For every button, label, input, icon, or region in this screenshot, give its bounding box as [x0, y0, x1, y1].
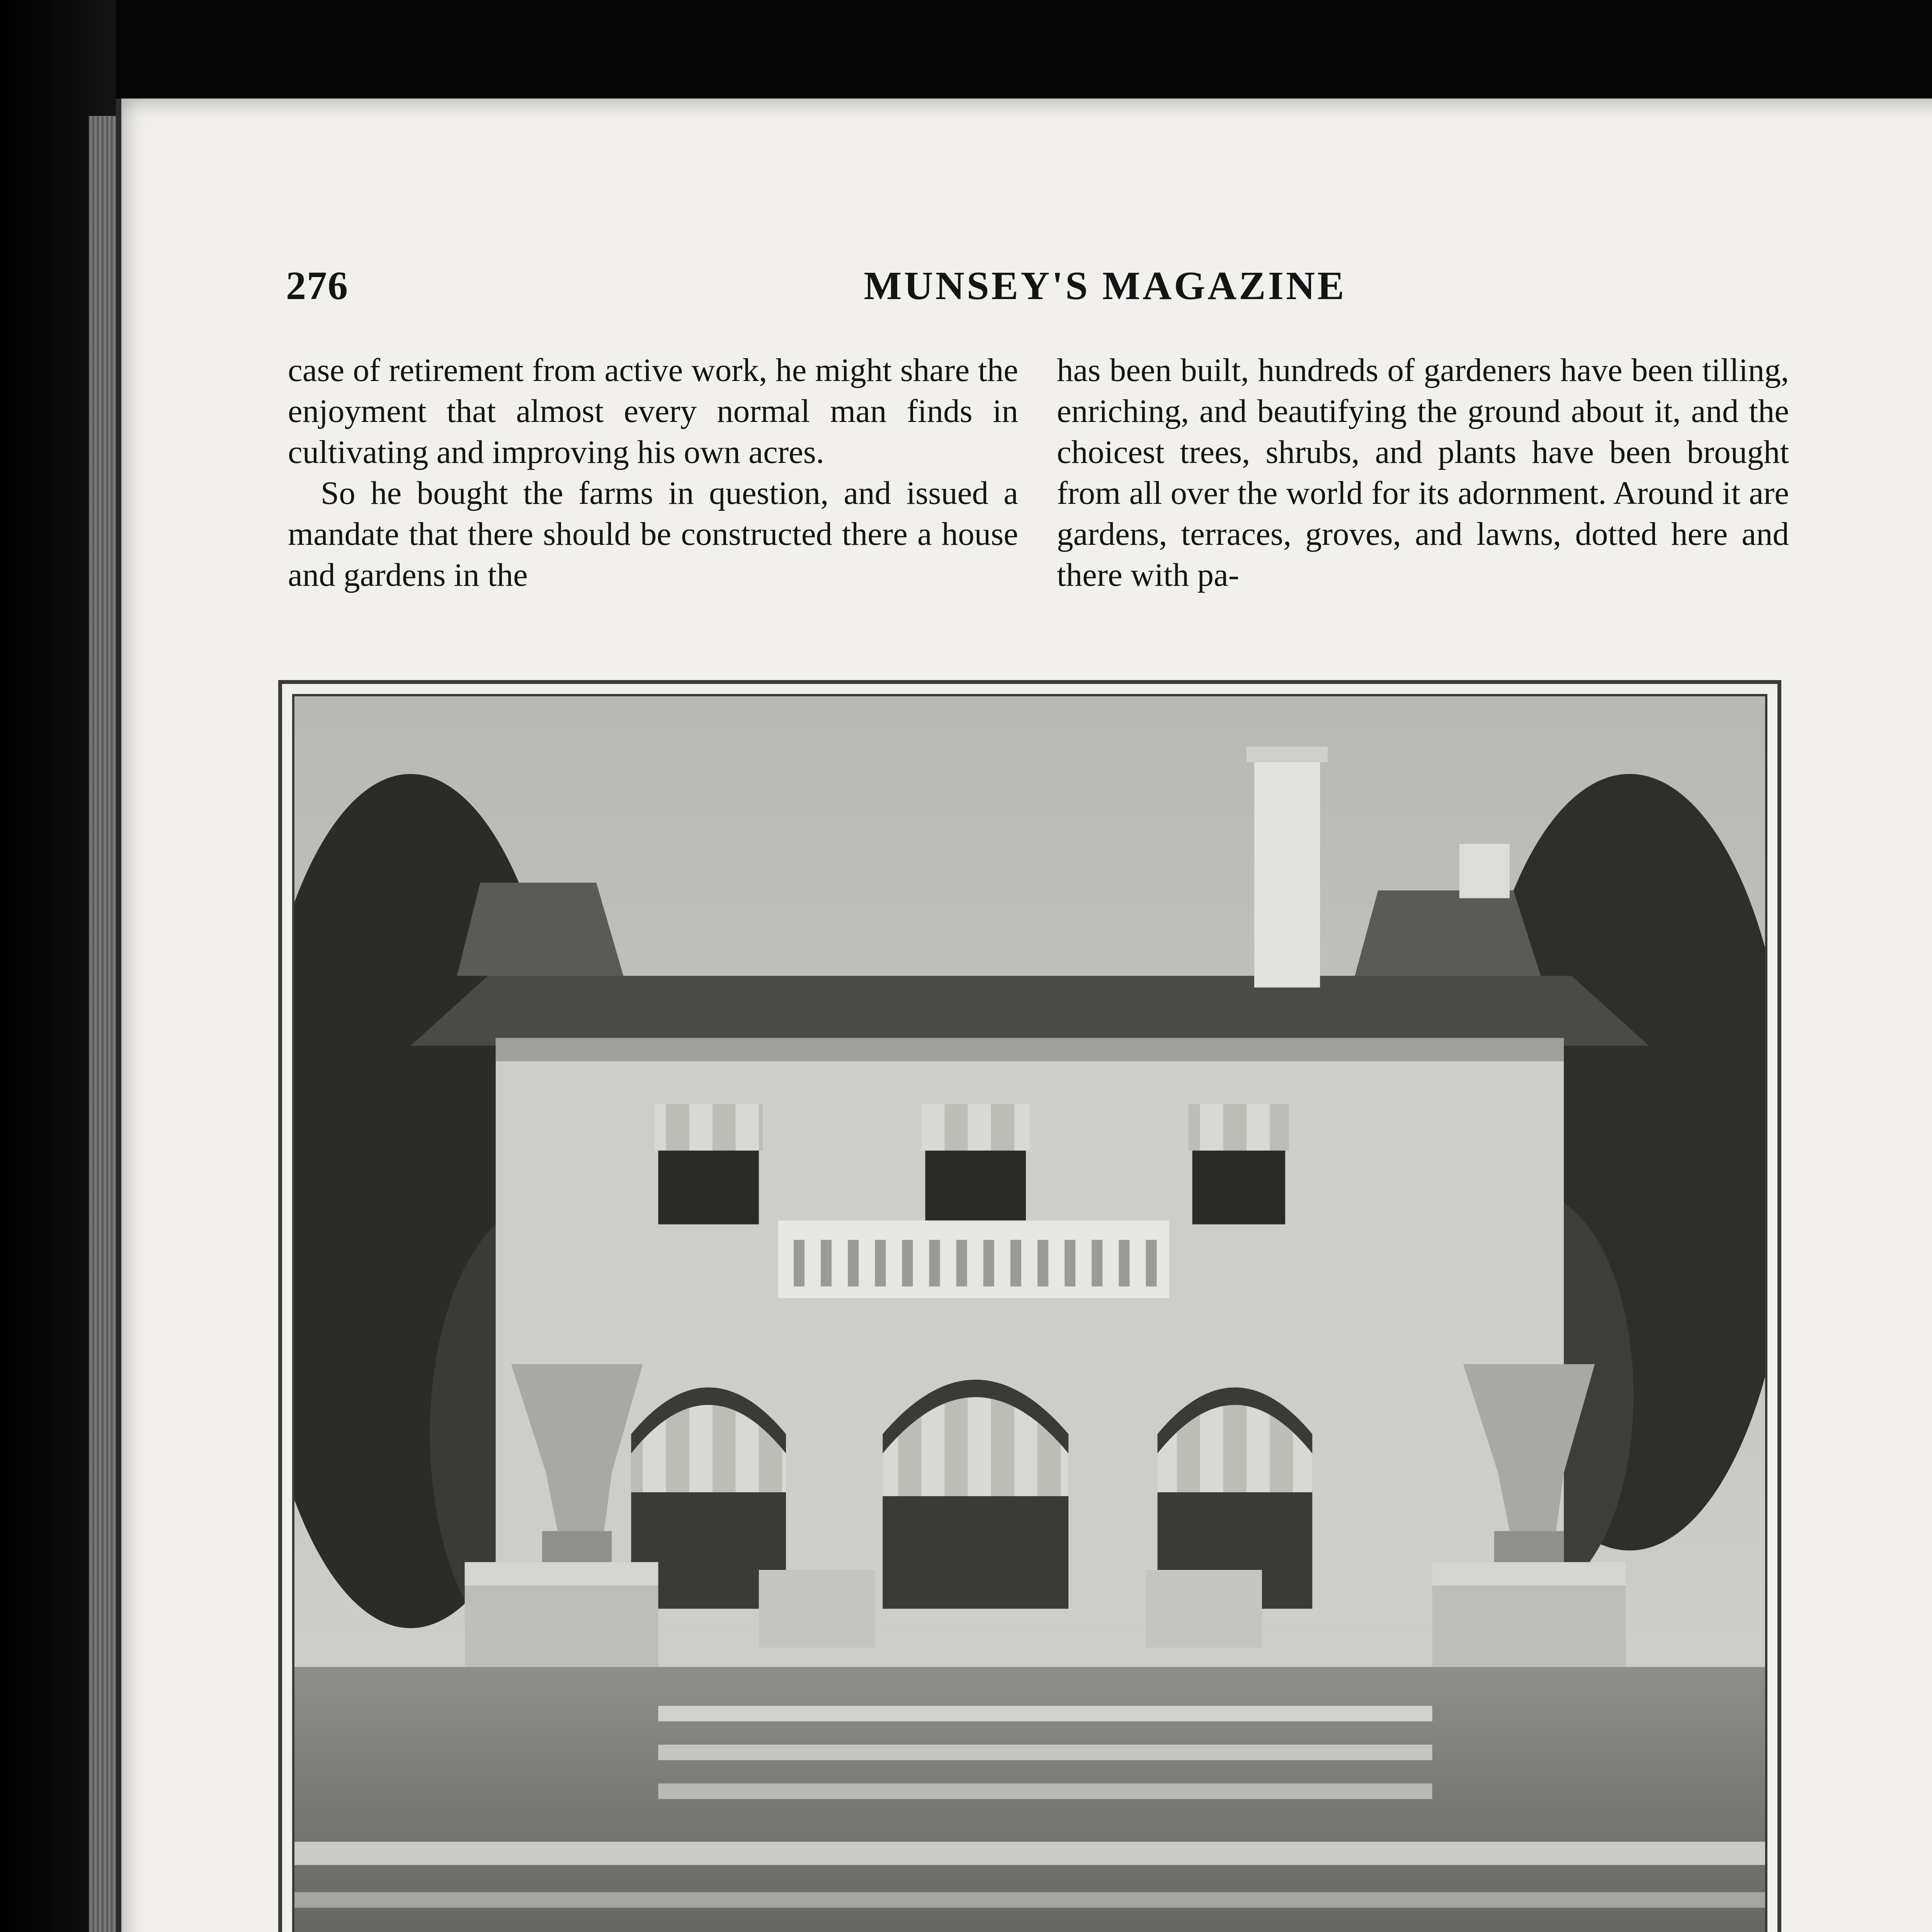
magazine-title: MUNSEY'S MAGAZINE	[864, 264, 1347, 308]
house-illustration	[294, 696, 1765, 1932]
column-top-left	[288, 350, 1018, 595]
paragraph: has been built, hundreds of gardeners have been tilling, enriching, and beautifying the ground about it, and the choicest trees, shrubs, and plants have been brought from all over the world for its adornment. Around it are gardens, terraces, groves, and lawns, dotted here and there with pa-	[1057, 352, 1789, 593]
page-stack-edge	[89, 116, 116, 1932]
column-top-right	[1057, 350, 1789, 595]
running-head	[286, 263, 1816, 317]
page-number: 276	[286, 264, 349, 308]
house-photograph	[292, 694, 1767, 1932]
paragraph: So he bought the farms in question, and issued a mandate that there should be constructed there a house and gardens in the	[288, 475, 1018, 593]
photo-frame	[278, 680, 1781, 1932]
paragraph: case of retirement from active work, he might share the enjoyment that almost every normal man finds in cultivating and improving his own acres.	[288, 352, 1018, 470]
